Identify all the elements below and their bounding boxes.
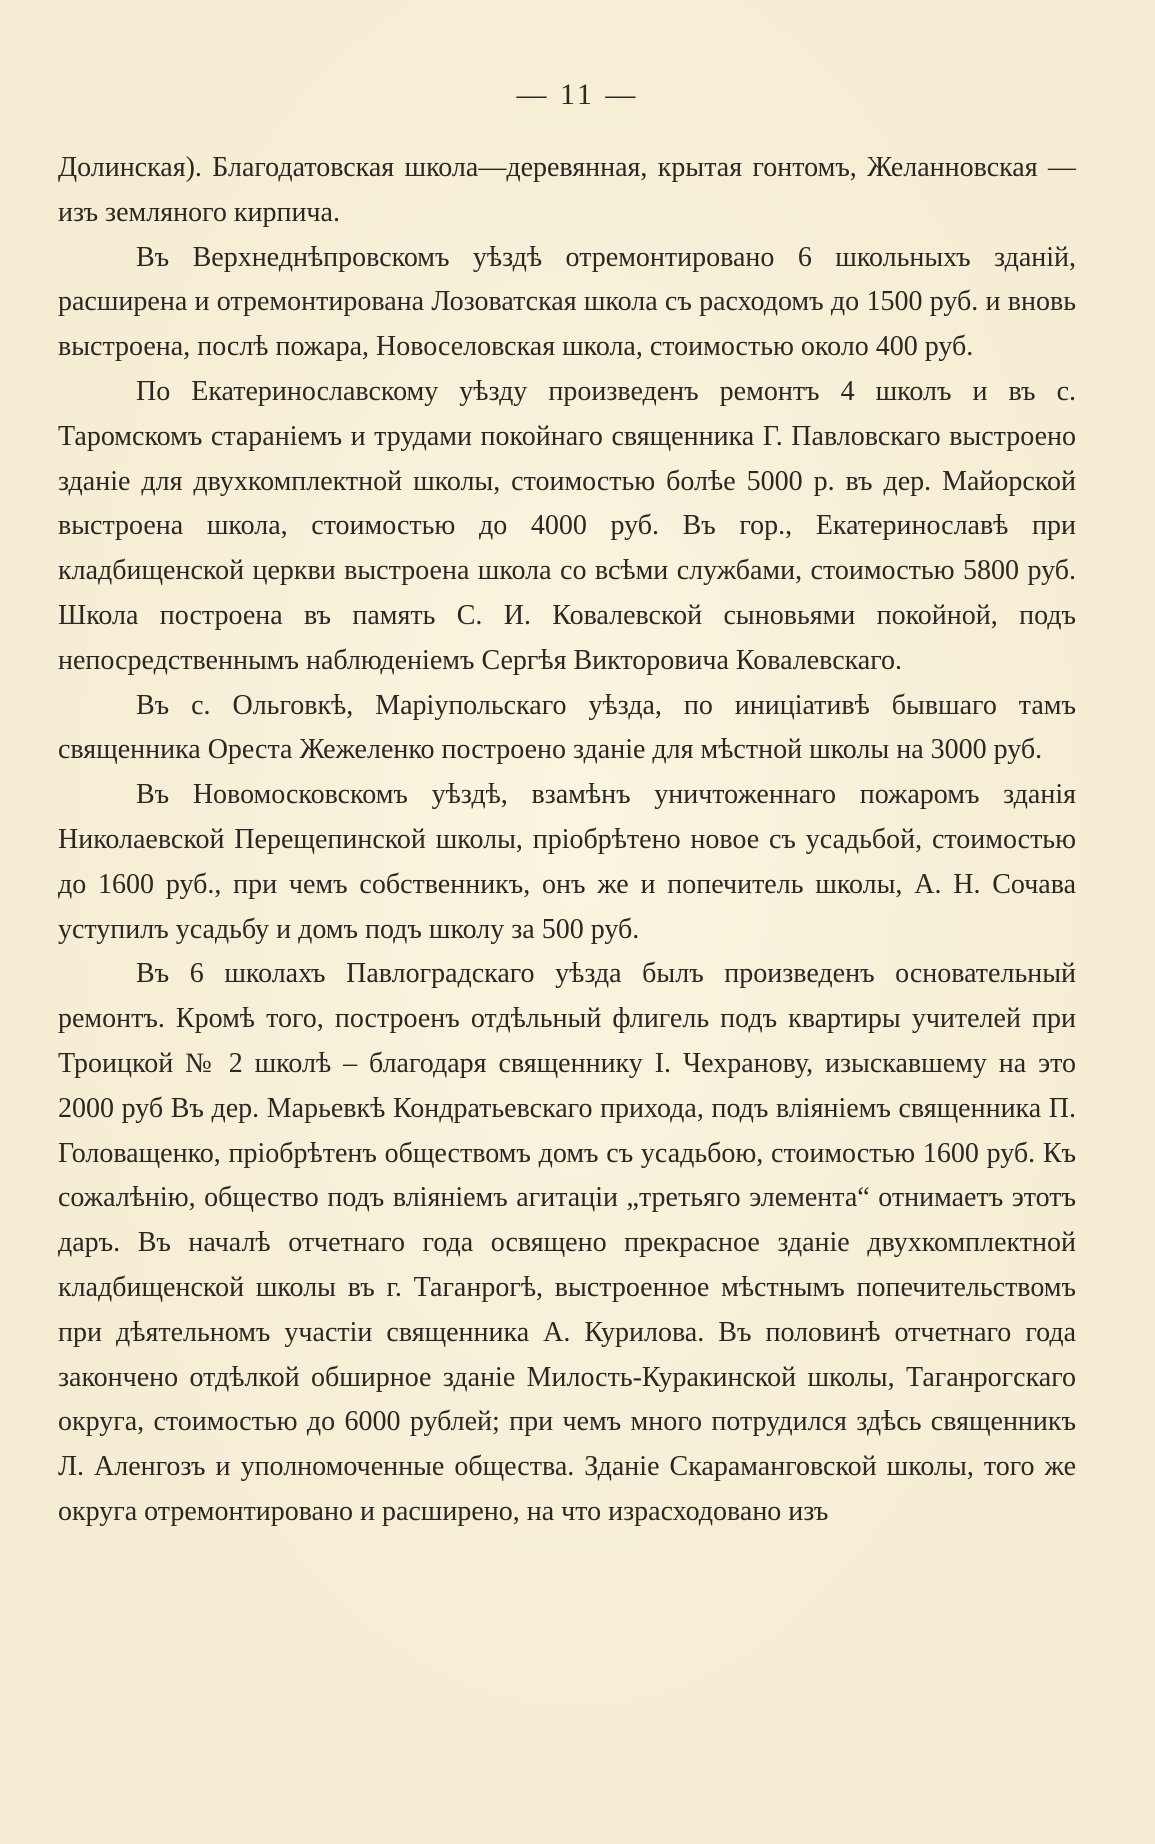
paragraph-olgovka: Въ с. Ольговкѣ, Маріупольскаго уѣзда, по иниціативѣ бывшаго тамъ священника Ореста Жежеленко построено зданіе для мѣстной школы на 3000 руб. xyxy=(58,689,1076,766)
body-text xyxy=(58,146,1076,1535)
paragraph-verkhnedneprovsk: Въ Верхнеднѣпровскомъ уѣздѣ отремонтировано 6 школьныхъ зданій, расширена и отремонтирована Лозоватская школа съ расходомъ до 1500 руб. и вновь выстроена, послѣ пожара, Новоселовская школа, стоимостью около 400 руб. xyxy=(58,241,1076,363)
paragraph-pavlograd: Въ 6 школахъ Павлоградскаго уѣзда былъ произведенъ основательный ремонтъ. Кромѣ того, построенъ отдѣльный флигель подъ квартиры учителей при Троицкой № 2 школѣ – благодаря священнику І. Чехранову, изыскавшему на это 2000 руб Въ дер. Марьевкѣ Кондратьевскаго прихода, подъ вліяніемъ священника П. Головащенко, пріобрѣтенъ обществомъ домъ съ усадьбою, стоимостью 1600 руб. Къ сожалѣнію, общество подъ вліяніемъ агитаціи „третьяго элемента“ отнимаетъ этотъ даръ. Въ началѣ отчетнаго года освящено прекрасное зданіе двухкомплектной кладбищенской школы въ г. Таганрогѣ, выстроенное мѣстнымъ попечительствомъ при дѣятельномъ участіи священника А. Курилова. Въ половинѣ отчетнаго года закончено отдѣлкой обширное зданіе Милость-Куракинской школы, Таганрогскаго округа, стоимостью до 6000 рублей; при чемъ много потрудился здѣсь священникъ Л. Аленгозъ и уполномоченные общества. Зданіе Скараманговской школы, того же округа отремонтировано и расширено, на что израсходовано изъ xyxy=(58,958,1076,1527)
paragraph-novomoskovsk: Въ Новомосковскомъ уѣздѣ, взамѣнъ уничтоженнаго пожаромъ зданія Николаевской Перещепинской школы, пріобрѣтено новое съ усадьбой, стоимостью до 1600 руб., при чемъ собственникъ, онъ же и попечитель школы, А. Н. Сочава уступилъ усадьбу и домъ подъ школу за 500 руб. xyxy=(58,779,1076,945)
paragraph-ekaterinoslav: По Екатеринославскому уѣзду произведенъ ремонтъ 4 школъ и въ с. Таромскомъ стараніемъ и трудами покойнаго священника Г. Павловскаго выстроено зданіе для двухкомплектной школы, стоимостью болѣе 5000 р. въ дер. Майорской выстроена школа, стоимостью до 4000 руб. Въ гор., Екатеринославѣ при кладбищенской церкви выстроена школа со всѣми службами, стоимостью 5800 руб. Школа построена въ память С. И. Ковалевской сыновьями покойной, подъ непосредственнымъ наблюденіемъ Сергѣя Викторовича Ковалевскаго. xyxy=(58,375,1076,676)
page-number: — 11 — xyxy=(516,78,639,111)
paragraph-continuation: Долинская). Благодатовская школа—деревянная, крытая гонтомъ, Желанновская —изъ земляного кирпича. xyxy=(58,152,1076,228)
